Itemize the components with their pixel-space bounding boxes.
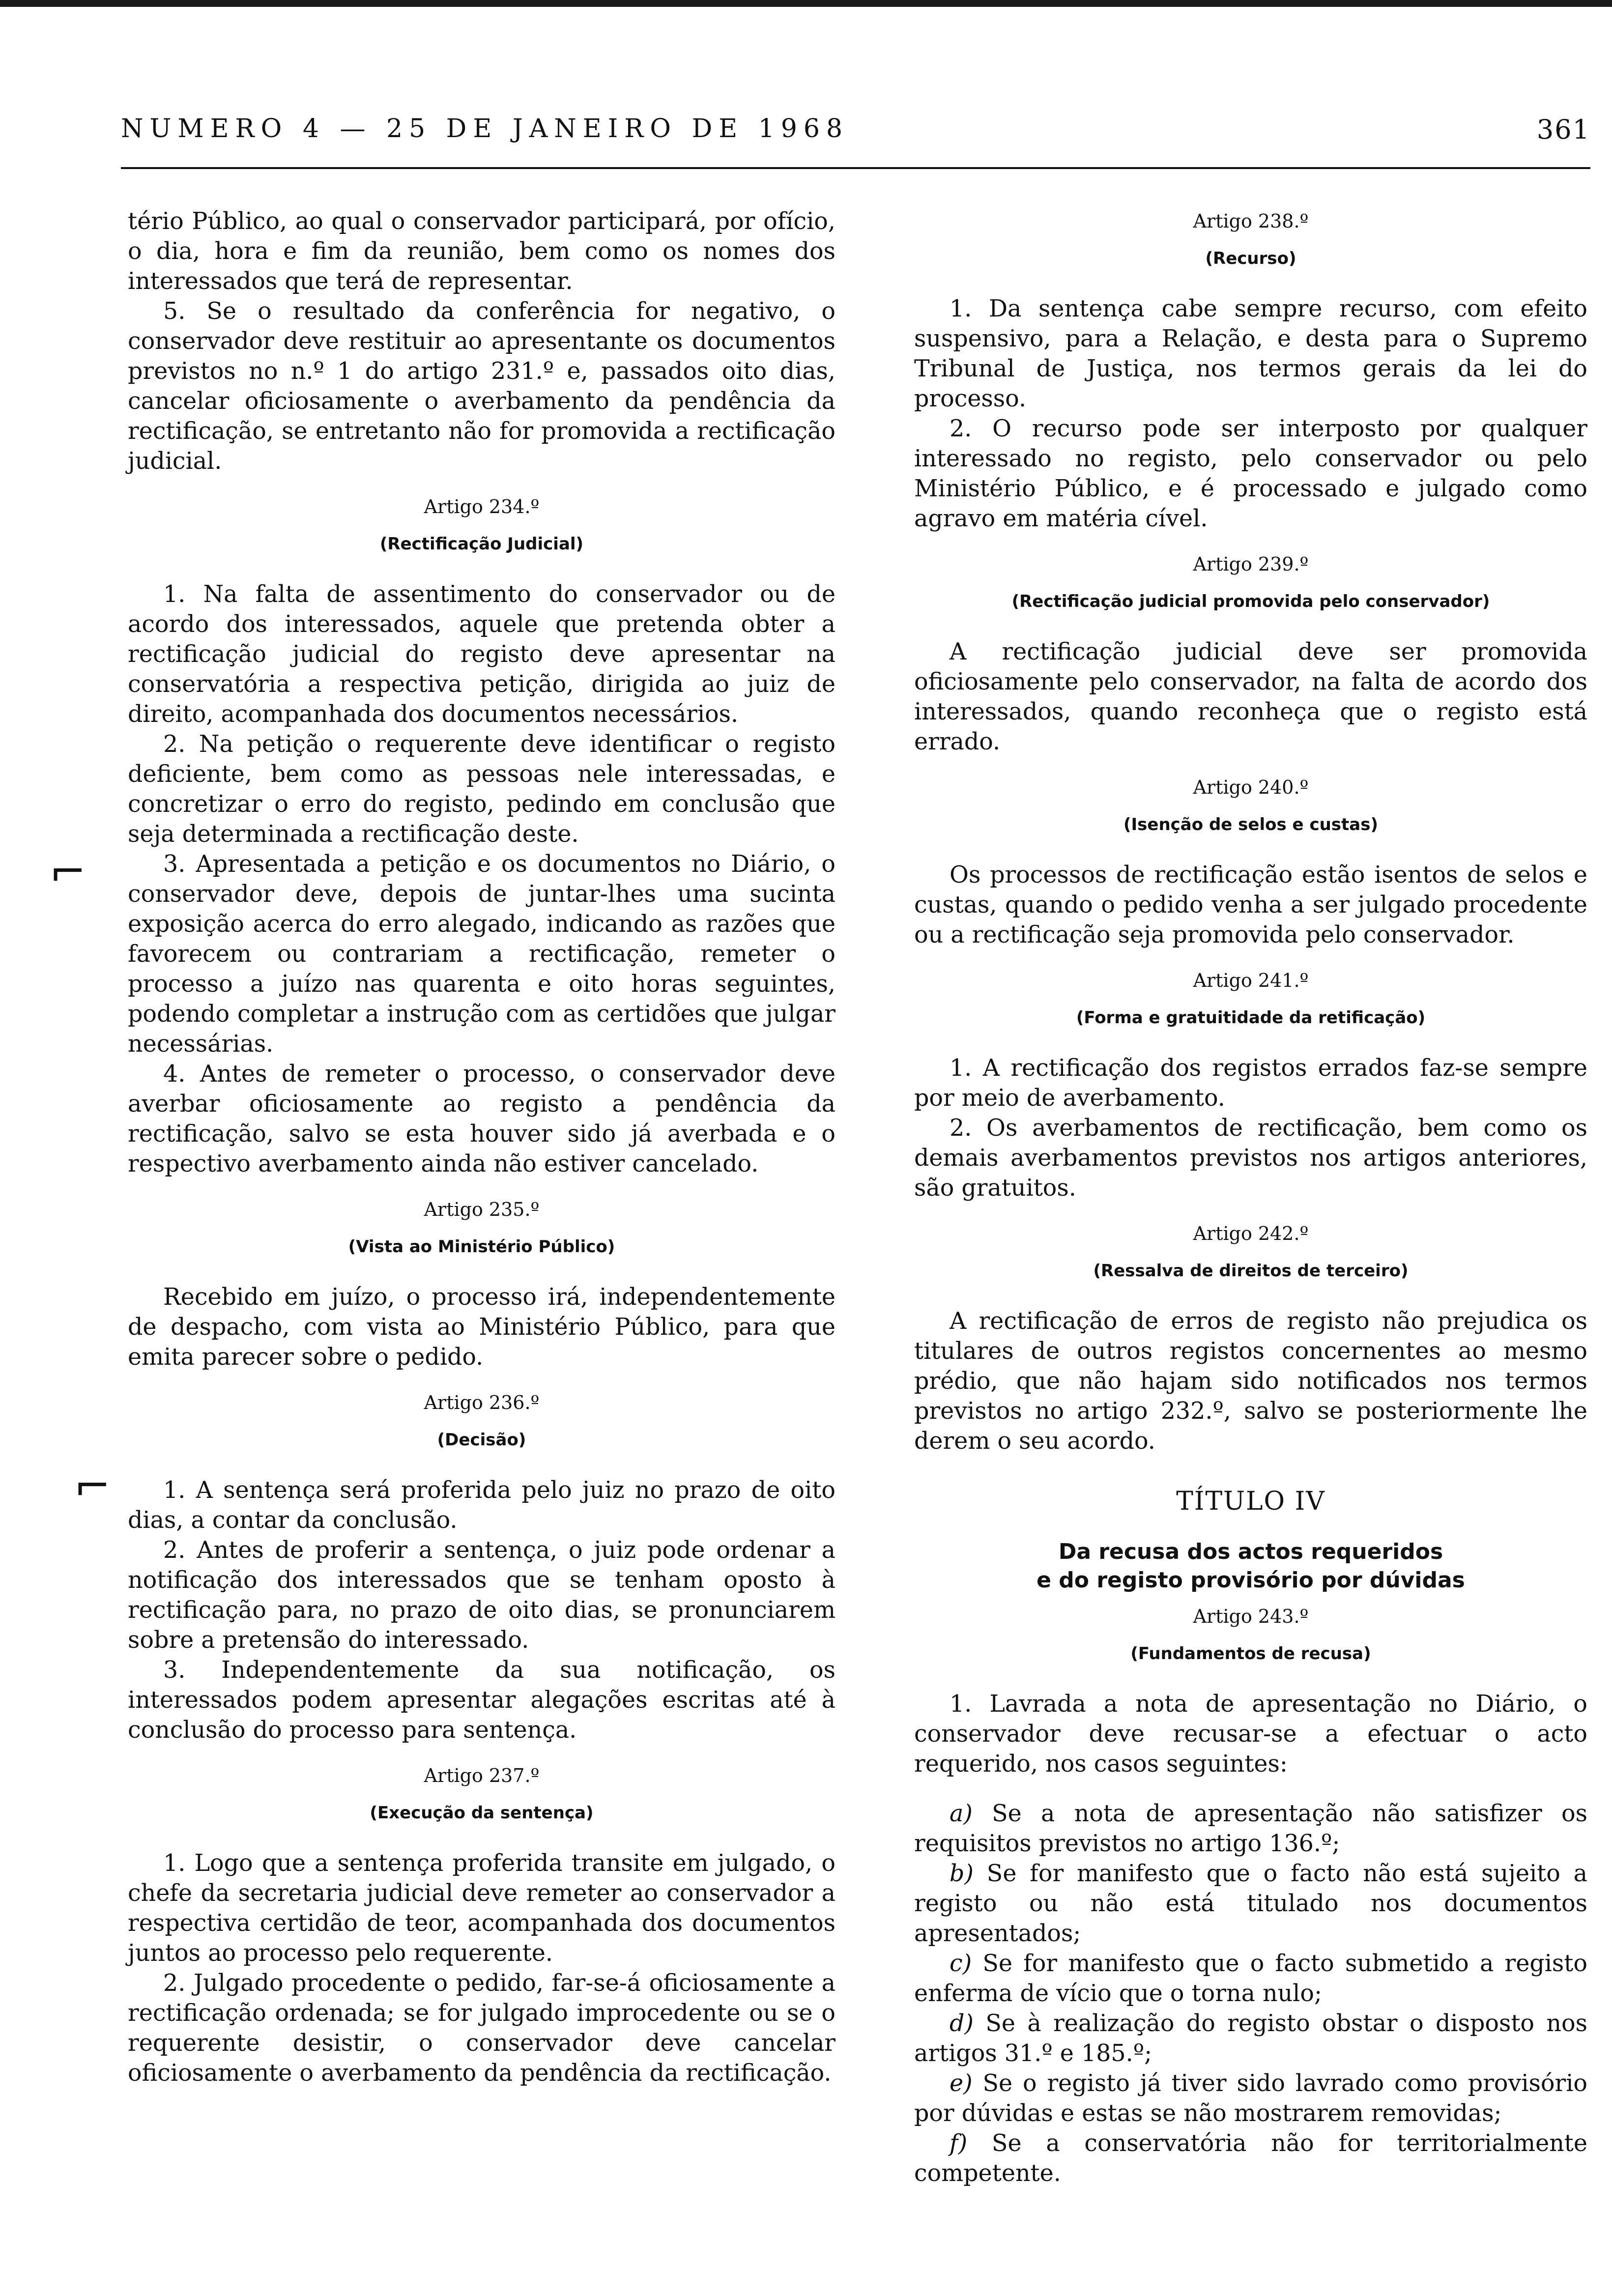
paragraph: 2. O recurso pode ser interposto por qualquer interessado no registo, pelo conservador ou pelo Ministério Público, e é processado e julgado como agravo em matéria cível. <box>914 415 1587 532</box>
header-rule <box>121 167 1590 169</box>
list-item <box>914 1799 1587 1859</box>
section-title: TÍTULO IV <box>1176 1487 1325 1516</box>
paragraph: 2. Antes de proferir a sentença, o juiz pode ordenar a notificação dos interessados que se tenham oposto à rectificação para, no prazo de oito dias, se pronunciarem sobre a pretensão do interessado. <box>128 1537 835 1654</box>
issue-line: NUMERO 4 — 25 DE JANEIRO DE 1968 <box>121 114 849 144</box>
section-subtitle-line: e do registo provisório por dúvidas <box>1036 1568 1465 1593</box>
item-letter: c) <box>950 1950 972 1977</box>
margin-mark: ⌐ <box>49 846 86 898</box>
paragraph: 5. Se o resultado da conferência for negativo, o conservador deve restituir ao apresentante os documentos previstos no n.º 1 do artigo 231.º e, passados oito dias, cancelar oficiosamente o averbamento da pendência da rectificação, se entretanto não for promovida a rectificação judicial. <box>128 298 835 475</box>
left-column <box>128 206 835 2088</box>
paragraph: 1. Da sentença cabe sempre recurso, com efeito suspensivo, para a Relação, e desta para o Supremo Tribunal de Justiça, nos termos gerais da lei do processo. <box>914 295 1587 412</box>
item-text: Se o registo já tiver sido lavrado como provisório por dúvidas e estas se não mostrarem removidas; <box>914 2070 1587 2127</box>
article-title: Artigo 243.º <box>1193 1606 1309 1627</box>
article-title: Artigo 234.º <box>424 496 540 517</box>
paragraph: 3. Apresentada a petição e os documentos no Diário, o conservador deve, depois de juntar-lhes uma sucinta exposição acerca do erro alegado, indicando as razões que favorecem ou contrariam a rectificação, remeter o processo a juízo nas quarenta e oito horas seguintes, podendo completar a instrução com as certidões que julgar necessárias. <box>128 851 835 1058</box>
paragraph: 1. A sentença será proferida pelo juiz no prazo de oito dias, a contar da conclusão. <box>128 1477 835 1534</box>
paragraph: A rectificação de erros de registo não prejudica os titulares de outros registos concernentes ao mesmo prédio, que não hajam sido notificados nos termos previstos no artigo 232.º, salvo se posteriormente lhe derem o seu acordo. <box>914 1308 1587 1455</box>
paragraph: 2. Julgado procedente o pedido, far-se-á oficiosamente a rectificação ordenada; se for julgado improcedente ou se o requerente desistir, o conservador deve cancelar oficiosamente o averbamento da pendência da rectificação. <box>128 1970 835 2087</box>
paragraph: 1. Na falta de assentimento do conservador ou de acordo dos interessados, aquele que pretenda obter a rectificação judicial do registo deve apresentar na conservatória a respectiva petição, dirigida ao juiz de direito, acompanhada dos documentos necessários. <box>128 581 835 728</box>
right-column <box>914 206 1587 2188</box>
item-text: Se a conservatória não for territorialmente competente. <box>914 2130 1587 2187</box>
article-subtitle: (Rectificação judicial promovida pelo conservador) <box>1011 592 1490 611</box>
paragraph: 2. Os averbamentos de rectificação, bem como os demais averbamentos previstos nos artigos anteriores, são gratuitos. <box>914 1115 1587 1202</box>
article-title: Artigo 238.º <box>1193 210 1309 232</box>
item-text: Se à realização do registo obstar o disposto nos artigos 31.º e 185.º; <box>914 2010 1587 2067</box>
article-subtitle: (Forma e gratuitidade da retificação) <box>1076 1008 1426 1028</box>
paragraph: A rectificação judicial deve ser promovida oficiosamente pelo conservador, na falta de acordo dos interessados, quando reconheça que o registo está errado. <box>914 638 1587 755</box>
list-item <box>914 1859 1587 1949</box>
article-subtitle: (Fundamentos de recusa) <box>1130 1644 1371 1664</box>
item-text: Se for manifesto que o facto não está sujeito a registo ou não está titulado nos documentos apresentados; <box>914 1860 1587 1947</box>
article-subtitle: (Vista ao Ministério Público) <box>348 1237 615 1257</box>
item-letter: a) <box>950 1800 973 1827</box>
article-title: Artigo 235.º <box>424 1199 540 1220</box>
list-item <box>914 1949 1587 2009</box>
article-subtitle: (Recurso) <box>1205 249 1296 268</box>
section-subtitle-line: Da recusa dos actos requeridos <box>1058 1539 1443 1564</box>
section-subtitle <box>914 1538 1587 1595</box>
paragraph: tério Público, ao qual o conservador participará, por ofício, o dia, hora e fim da reunião, bem como os nomes dos interessados que terá de representar. <box>128 208 835 295</box>
article-subtitle: (Decisão) <box>437 1430 526 1450</box>
paragraph: 3. Independentemente da sua notificação, os interessados podem apresentar alegações escritas até à conclusão do processo para sentença. <box>128 1657 835 1744</box>
article-subtitle: (Isenção de selos e custas) <box>1123 815 1379 834</box>
article-subtitle: (Rectificação Judicial) <box>379 534 584 554</box>
paragraph: 1. Logo que a sentença proferida transite em julgado, o chefe da secretaria judicial deve remeter ao conservador a respectiva certidão de teor, acompanhada dos documentos juntos ao processo pelo requerente. <box>128 1850 835 1967</box>
list-item <box>914 2128 1587 2188</box>
paragraph: Recebido em juízo, o processo irá, independentemente de despacho, com vista ao Ministério Público, para que emita parecer sobre o pedido. <box>128 1284 835 1371</box>
article-title: Artigo 241.º <box>1193 970 1309 991</box>
item-letter: b) <box>950 1860 974 1887</box>
item-letter: e) <box>950 2070 973 2097</box>
item-letter: f) <box>950 2130 968 2157</box>
article-title: Artigo 239.º <box>1193 553 1309 575</box>
article-title: Artigo 242.º <box>1193 1223 1309 1244</box>
paragraph: Os processos de rectificação estão isentos de selos e custas, quando o pedido venha a ser julgado procedente ou a rectificação seja promovida pelo conservador. <box>914 861 1587 948</box>
item-text: Se for manifesto que o facto submetido a registo enferma de vício que o torna nulo; <box>914 1950 1587 2007</box>
page-number: 361 <box>1536 114 1590 145</box>
list-item <box>914 2068 1587 2128</box>
article-subtitle: (Execução da sentença) <box>370 1803 594 1823</box>
top-border <box>0 0 1612 7</box>
paragraph: 1. A rectificação dos registos errados faz-se sempre por meio de averbamento. <box>914 1055 1587 1112</box>
article-title: Artigo 237.º <box>424 1765 540 1786</box>
item-letter: d) <box>950 2010 974 2037</box>
page-header <box>121 114 1590 153</box>
article-title: Artigo 236.º <box>424 1392 540 1413</box>
paragraph: 2. Na petição o requerente deve identificar o registo deficiente, bem como as pessoas nele interessadas, e concretizar o erro do registo, pedindo em conclusão que seja determinada a rectificação deste. <box>128 731 835 848</box>
article-title: Artigo 240.º <box>1193 776 1309 798</box>
article-subtitle: (Ressalva de direitos de terceiro) <box>1093 1261 1409 1281</box>
margin-mark: ⌐ <box>74 1461 111 1512</box>
paragraph: 4. Antes de remeter o processo, o conservador deve averbar oficiosamente ao registo a pendência da rectificação, salvo se esta houver sido já averbada e o respectivo averbamento ainda não estiver cancelado. <box>128 1061 835 1177</box>
item-text: Se a nota de apresentação não satisfizer os requisitos previstos no artigo 136.º; <box>914 1800 1587 1857</box>
list-item <box>914 2009 1587 2068</box>
paragraph: 1. Lavrada a nota de apresentação no Diário, o conservador deve recusar-se a efectuar o acto requerido, nos casos seguintes: <box>914 1691 1587 1778</box>
